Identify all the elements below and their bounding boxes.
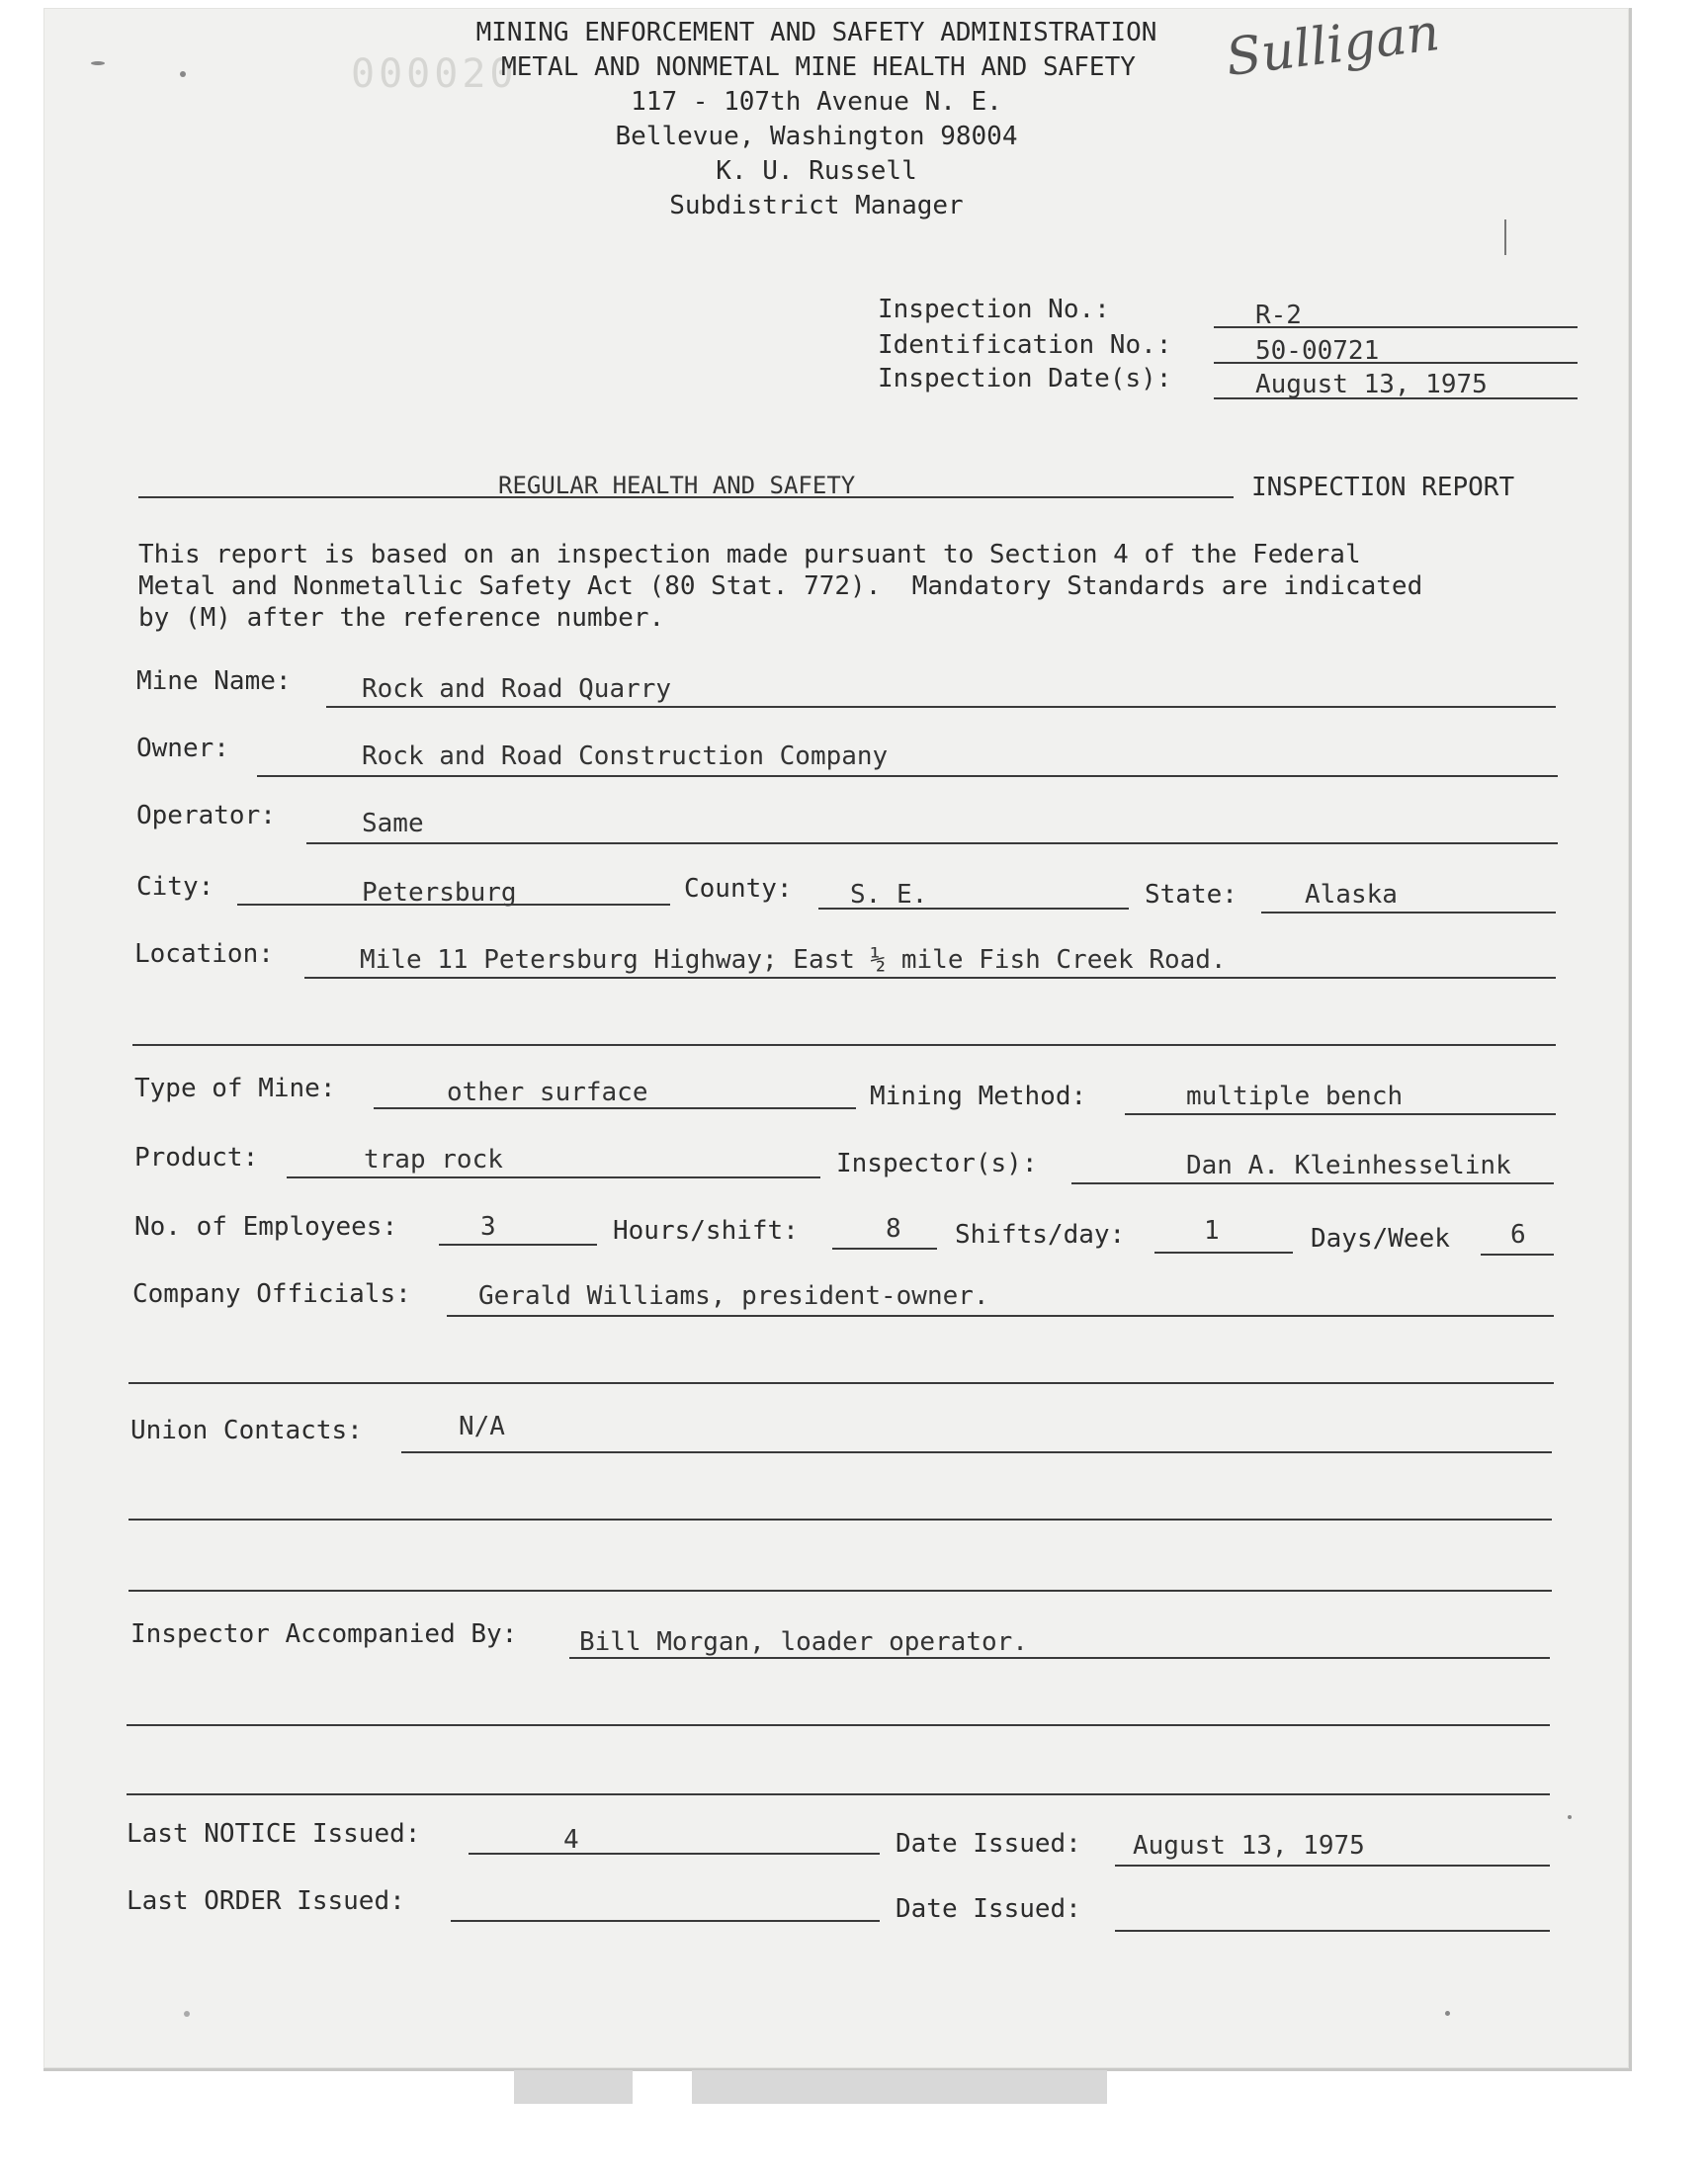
operator-label: Operator: bbox=[136, 801, 276, 830]
inspector-line bbox=[1071, 1182, 1554, 1184]
mining-method-value: multiple bench bbox=[1186, 1082, 1404, 1111]
accompanied-by-value: Bill Morgan, loader operator. bbox=[579, 1627, 1028, 1657]
hours-per-shift-label: Hours/shift: bbox=[613, 1216, 799, 1246]
accompanied-by-line-3 bbox=[127, 1793, 1550, 1795]
notice-date-issued-value: August 13, 1975 bbox=[1133, 1831, 1365, 1861]
owner-line bbox=[257, 775, 1558, 777]
scan-edge-strip bbox=[514, 2070, 633, 2104]
product-line bbox=[287, 1176, 820, 1178]
order-date-issued-label: Date Issued: bbox=[896, 1894, 1081, 1924]
operator-line bbox=[306, 842, 1558, 844]
inspector-label: Inspector(s): bbox=[836, 1149, 1038, 1178]
state-value: Alaska bbox=[1305, 880, 1398, 910]
document-page bbox=[43, 8, 1632, 2071]
last-notice-line bbox=[469, 1853, 880, 1855]
notice-date-issued-label: Date Issued: bbox=[896, 1829, 1081, 1859]
hours-per-shift-value: 8 bbox=[886, 1214, 901, 1244]
city-line bbox=[237, 904, 670, 906]
location-line-2 bbox=[132, 1044, 1556, 1046]
handwritten-annotation: Sulligan bbox=[1223, 3, 1443, 88]
notice-date-issued-line bbox=[1115, 1865, 1550, 1867]
report-title: INSPECTION REPORT bbox=[1251, 473, 1515, 502]
county-label: County: bbox=[684, 874, 793, 904]
state-label: State: bbox=[1145, 880, 1238, 910]
faded-stamp-number: 000020 bbox=[351, 51, 518, 97]
last-notice-label: Last NOTICE Issued: bbox=[127, 1819, 421, 1849]
employees-line bbox=[439, 1244, 597, 1246]
company-officials-line-2 bbox=[128, 1382, 1554, 1384]
type-of-mine-value: other surface bbox=[447, 1078, 648, 1107]
owner-value: Rock and Road Construction Company bbox=[362, 741, 889, 771]
state-line bbox=[1261, 912, 1556, 914]
days-per-week-label: Days/Week bbox=[1311, 1224, 1450, 1254]
hours-per-shift-line bbox=[832, 1248, 937, 1250]
accompanied-by-label: Inspector Accompanied By: bbox=[130, 1619, 518, 1649]
type-of-mine-label: Type of Mine: bbox=[134, 1074, 336, 1103]
county-line bbox=[818, 908, 1129, 910]
location-value: Mile 11 Petersburg Highway; East ½ mile Fish Creek Road. bbox=[360, 945, 1227, 975]
order-date-issued-line bbox=[1115, 1930, 1550, 1932]
company-officials-value: Gerald Williams, president-owner. bbox=[478, 1281, 989, 1311]
scan-speck bbox=[1568, 1815, 1572, 1819]
last-notice-value: 4 bbox=[563, 1825, 579, 1855]
inspection-date-label: Inspection Date(s): bbox=[878, 364, 1172, 393]
location-label: Location: bbox=[134, 939, 274, 969]
inspector-value: Dan A. Kleinhesselink bbox=[1186, 1151, 1511, 1180]
identification-no-value: 50-00721 bbox=[1255, 336, 1380, 366]
inspection-no-value: R-2 bbox=[1255, 301, 1302, 330]
union-contacts-line-3 bbox=[128, 1590, 1552, 1592]
accompanied-by-line-2 bbox=[127, 1724, 1550, 1726]
report-type: REGULAR HEALTH AND SAFETY bbox=[498, 472, 856, 499]
agency-name: MINING ENFORCEMENT AND SAFETY ADMINISTRATION bbox=[475, 18, 1157, 47]
scan-speck bbox=[184, 2011, 190, 2017]
county-value: S. E. bbox=[850, 880, 928, 910]
mining-method-line bbox=[1125, 1113, 1556, 1115]
company-officials-line bbox=[447, 1315, 1554, 1317]
shifts-per-day-value: 1 bbox=[1204, 1216, 1220, 1246]
days-per-week-value: 6 bbox=[1510, 1220, 1526, 1250]
product-value: trap rock bbox=[364, 1145, 503, 1174]
address-line-1: 117 - 107th Avenue N. E. bbox=[631, 87, 1002, 117]
identification-no-label: Identification No.: bbox=[878, 330, 1172, 360]
company-officials-label: Company Officials: bbox=[132, 1279, 411, 1309]
city-value: Petersburg bbox=[362, 878, 517, 908]
last-order-label: Last ORDER Issued: bbox=[127, 1886, 405, 1916]
mine-name-label: Mine Name: bbox=[136, 666, 292, 696]
inspection-date-value: August 13, 1975 bbox=[1255, 370, 1488, 399]
manager-title: Subdistrict Manager bbox=[669, 191, 964, 220]
union-contacts-label: Union Contacts: bbox=[130, 1416, 363, 1445]
employees-label: No. of Employees: bbox=[134, 1212, 398, 1242]
manager-name: K. U. Russell bbox=[716, 156, 917, 186]
operator-value: Same bbox=[362, 809, 424, 838]
location-line bbox=[304, 977, 1556, 979]
inspection-date-line bbox=[1214, 397, 1578, 399]
union-contacts-line bbox=[401, 1451, 1552, 1453]
intro-text-line-2: Metal and Nonmetallic Safety Act (80 Stat. 772). Mandatory Standards are indicated bbox=[138, 571, 1423, 601]
inspection-no-line bbox=[1214, 326, 1578, 328]
accompanied-by-line bbox=[569, 1657, 1550, 1659]
union-contacts-line-2 bbox=[128, 1519, 1552, 1521]
scan-speck bbox=[1504, 219, 1506, 255]
last-order-line bbox=[451, 1920, 880, 1922]
mining-method-label: Mining Method: bbox=[870, 1082, 1087, 1111]
product-label: Product: bbox=[134, 1143, 259, 1173]
city-label: City: bbox=[136, 872, 214, 902]
scan-edge-strip bbox=[692, 2070, 1107, 2104]
union-contacts-value: N/A bbox=[459, 1412, 505, 1441]
intro-text-line-1: This report is based on an inspection made pursuant to Section 4 of the Federal bbox=[138, 540, 1361, 569]
inspection-no-label: Inspection No.: bbox=[878, 295, 1110, 324]
mine-name-value: Rock and Road Quarry bbox=[362, 674, 672, 704]
intro-text-line-3: by (M) after the reference number. bbox=[138, 603, 665, 633]
shifts-per-day-line bbox=[1154, 1252, 1293, 1254]
type-of-mine-line bbox=[374, 1107, 856, 1109]
address-line-2: Bellevue, Washington 98004 bbox=[615, 122, 1018, 151]
mine-name-line bbox=[326, 706, 1556, 708]
scan-speck bbox=[1445, 2011, 1450, 2016]
shifts-per-day-label: Shifts/day: bbox=[955, 1220, 1126, 1250]
division-name: METAL AND NONMETAL MINE HEALTH AND SAFETY bbox=[501, 52, 1136, 82]
employees-value: 3 bbox=[480, 1212, 496, 1242]
days-per-week-line bbox=[1481, 1254, 1554, 1256]
owner-label: Owner: bbox=[136, 734, 229, 763]
identification-no-line bbox=[1214, 362, 1578, 364]
